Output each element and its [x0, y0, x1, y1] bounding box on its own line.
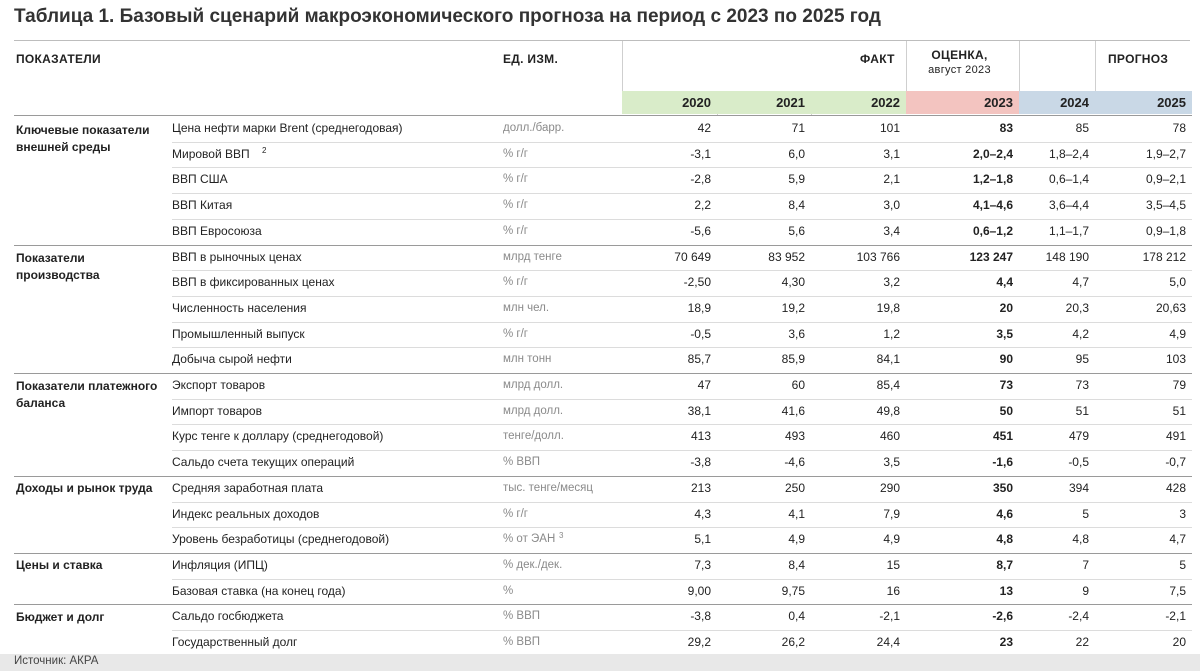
cell-value: 4,7	[1072, 275, 1089, 290]
cell-value: 3,5	[883, 455, 900, 470]
cell-value: 479	[1068, 429, 1089, 444]
cell-value: 3,0	[883, 198, 900, 213]
cell-value: 4,9	[1169, 326, 1186, 341]
cell-value: -4,6	[784, 455, 805, 470]
header-fact: ФАКТ	[860, 52, 895, 66]
row-unit: % г/г	[503, 327, 529, 340]
row-unit: % ВВП	[503, 610, 541, 623]
cell-value: 22	[1075, 635, 1089, 649]
header-indicators: ПОКАЗАТЕЛИ	[16, 52, 101, 66]
cell-value: 26,2	[781, 635, 805, 649]
table-row	[0, 296, 1200, 322]
row-name: Сальдо госбюджета	[172, 609, 284, 624]
row-unit: % дек./дек.	[503, 558, 563, 571]
cell-value: 428	[1165, 480, 1186, 495]
cell-value: 18,9	[687, 300, 711, 315]
header-estimate-label: ОЦЕНКА,	[931, 48, 988, 62]
cell-value: -2,50	[683, 275, 711, 290]
cell-value: 4,8	[1072, 532, 1089, 547]
cell-value: 178 212	[1142, 249, 1186, 264]
cell-value: 1,2–1,8	[972, 172, 1013, 187]
table-row	[0, 553, 1200, 579]
grid-line	[1095, 40, 1096, 92]
row-name: ВВП США	[172, 172, 228, 187]
cell-value: -2,1	[879, 609, 900, 624]
cell-value: 9,75	[781, 583, 805, 598]
group-label: Доходы и рынок труда	[16, 481, 153, 495]
cell-value: 70 649	[674, 249, 711, 264]
year-header: 2022	[811, 91, 906, 114]
cell-value: 20	[1172, 635, 1186, 649]
row-unit: %	[503, 584, 514, 597]
cell-value: 1,1–1,7	[1048, 223, 1089, 238]
row-unit: % г/г	[503, 199, 529, 212]
cell-value: 19,8	[876, 300, 900, 315]
cell-value: 24,4	[876, 635, 900, 649]
cell-value: 7,3	[694, 557, 711, 572]
year-header: 2025	[1095, 91, 1192, 114]
cell-value: 7	[1082, 557, 1089, 572]
table-row	[0, 245, 1200, 271]
cell-value: 4,8	[996, 532, 1013, 547]
row-unit: долл./барр.	[503, 122, 565, 134]
cell-value: 73	[999, 378, 1013, 392]
cell-value: 50	[999, 403, 1013, 418]
row-unit: млрд долл.	[503, 404, 564, 417]
cell-value: 3,5–4,5	[1145, 198, 1186, 213]
cell-value: 78	[1172, 121, 1186, 135]
table-row	[0, 604, 1200, 630]
table-row	[0, 193, 1200, 219]
cell-value: 493	[784, 429, 805, 444]
cell-value: 51	[1172, 403, 1186, 418]
cell-value: 51	[1075, 403, 1089, 418]
row-name: Уровень безработицы (среднегодовой)	[172, 532, 390, 547]
cell-value: 73	[1075, 378, 1089, 392]
year-header: 2023	[906, 91, 1019, 114]
table-row	[0, 476, 1200, 502]
cell-value: 5,9	[788, 172, 805, 187]
cell-value: 7,9	[883, 506, 900, 521]
table-row	[0, 270, 1200, 296]
footer	[0, 654, 1200, 671]
row-unit: % г/г	[503, 507, 529, 520]
row-name: Промышленный выпуск	[172, 326, 305, 341]
cell-value: 4,1	[788, 506, 805, 521]
cell-value: -5,6	[690, 223, 711, 238]
cell-value: 8,4	[788, 198, 805, 213]
cell-value: 413	[690, 429, 711, 444]
cell-value: 16	[886, 583, 900, 598]
cell-value: 103 766	[856, 249, 900, 264]
group-label: Показатели платежного баланса	[16, 379, 158, 410]
cell-value: 9,00	[687, 583, 711, 598]
cell-value: 90	[999, 352, 1013, 367]
cell-value: 42	[697, 121, 711, 135]
cell-value: 7,5	[1169, 583, 1186, 598]
table-row: Мировой ВВП 2 % г/г -3,1 6,0 3,1 2,0–2,4 1,8–2,4 1,9–2,7	[0, 142, 1200, 168]
cell-value: 250	[784, 480, 805, 495]
cell-value: 83	[999, 121, 1013, 135]
cell-value: 101	[879, 121, 900, 135]
table-row	[0, 450, 1200, 476]
cell-value: 85,4	[876, 378, 900, 392]
header-forecast: ПРОГНОЗ	[1108, 52, 1169, 66]
cell-value: 4,2	[1072, 326, 1089, 341]
row-name: ВВП в фиксированных ценах	[172, 275, 335, 290]
cell-value: 95	[1075, 352, 1089, 367]
header-unit: ЕД. ИЗМ.	[503, 52, 559, 66]
cell-value: -0,5	[690, 326, 711, 341]
year-header: 2021	[717, 91, 811, 114]
cell-value: 83 952	[768, 249, 805, 264]
cell-value: 148 190	[1045, 249, 1089, 264]
cell-value: 5,1	[694, 532, 711, 547]
row-unit: % г/г	[503, 147, 529, 160]
cell-value: 0,6–1,2	[972, 223, 1013, 238]
cell-value: 4,6	[996, 506, 1013, 521]
cell-value: 2,2	[694, 198, 711, 213]
cell-value: 15	[886, 557, 900, 572]
row-name: Сальдо счета текущих операций	[172, 455, 355, 470]
cell-value: 5	[1082, 506, 1089, 521]
row-unit: тенге/долл.	[503, 430, 564, 443]
cell-value: 60	[791, 378, 805, 392]
table-row: Уровень безработицы (среднегодовой) % от ЭАН 3 5,1 4,9 4,9 4,8 4,8 4,7	[0, 527, 1200, 553]
cell-value: 3,6–4,4	[1048, 198, 1089, 213]
header-estimate	[904, 48, 1015, 78]
cell-value: 49,8	[876, 403, 900, 418]
cell-value: 1,2	[883, 326, 900, 341]
row-name: ВВП Китая	[172, 198, 233, 213]
cell-value: 84,1	[876, 352, 900, 367]
cell-value: -0,5	[1068, 455, 1089, 470]
cell-value: 4,30	[781, 275, 805, 290]
source-note: Источник: АКРА	[14, 655, 99, 667]
row-name: Добыча сырой нефти	[172, 352, 292, 367]
grid-line	[1019, 40, 1020, 92]
cell-value: 0,9–1,8	[1145, 223, 1186, 238]
row-name: Курс тенге к доллару (среднегодовой)	[172, 429, 384, 444]
cell-value: 3	[1179, 506, 1186, 521]
cell-value: 3,2	[883, 275, 900, 290]
row-name: Индекс реальных доходов	[172, 506, 320, 521]
cell-value: 1,8–2,4	[1048, 146, 1089, 161]
cell-value: 3,1	[883, 146, 900, 161]
cell-value: 5,0	[1169, 275, 1186, 290]
row-unit: % от ЭАН	[503, 533, 556, 546]
row-name: Средняя заработная плата	[172, 480, 324, 495]
cell-value: 103	[1165, 352, 1186, 367]
cell-value: 2,1	[883, 172, 900, 187]
cell-value: 20,3	[1065, 300, 1089, 315]
cell-value: 3,6	[788, 326, 805, 341]
row-unit: % ВВП	[503, 636, 541, 648]
cell-value: 8,4	[788, 557, 805, 572]
table-row	[0, 373, 1200, 399]
cell-value: 8,7	[996, 557, 1013, 572]
cell-value: 29,2	[687, 635, 711, 649]
row-name: Мировой ВВП	[172, 146, 250, 161]
cell-value: 491	[1165, 429, 1186, 444]
cell-value: 290	[879, 480, 900, 495]
cell-value: 0,6–1,4	[1048, 172, 1089, 187]
year-header: 2020	[622, 91, 717, 114]
table-title: Таблица 1. Базовый сценарий макроэкономического прогноза на период с 2023 по 2025 год	[14, 6, 881, 27]
cell-value: 4,9	[788, 532, 805, 547]
cell-value: 3,5	[996, 326, 1013, 341]
row-unit: % г/г	[503, 224, 529, 237]
cell-value: -2,4	[1068, 609, 1089, 624]
cell-value: 0,4	[788, 609, 805, 624]
cell-value: 41,6	[781, 403, 805, 418]
row-name: Численность населения	[172, 300, 307, 315]
cell-value: 394	[1068, 480, 1089, 495]
cell-value: 13	[999, 583, 1013, 598]
cell-value: 213	[690, 480, 711, 495]
cell-value: -1,6	[992, 455, 1013, 470]
cell-value: -2,1	[1165, 609, 1186, 624]
cell-value: 4,3	[694, 506, 711, 521]
table-row	[0, 167, 1200, 193]
row-unit: % г/г	[503, 173, 529, 186]
cell-value: -0,7	[1165, 455, 1186, 470]
cell-value: 4,7	[1169, 532, 1186, 547]
group-label: Ключевые показатели внешней среды	[16, 123, 150, 154]
cell-value: 4,4	[996, 275, 1013, 290]
row-name: Импорт товаров	[172, 403, 262, 418]
table-row	[0, 219, 1200, 245]
row-name: Инфляция (ИПЦ)	[172, 557, 268, 572]
cell-value: 350	[992, 480, 1013, 495]
cell-value: -3,8	[690, 455, 711, 470]
row-unit: % г/г	[503, 276, 529, 289]
grid-line	[906, 40, 907, 92]
cell-value: 1,9–2,7	[1145, 146, 1186, 161]
table-row	[0, 502, 1200, 528]
group-label: Бюджет и долг	[16, 610, 105, 624]
group-label: Цены и ставка	[16, 558, 103, 572]
row-name: ВВП Евросоюза	[172, 223, 262, 238]
table-row	[0, 424, 1200, 450]
cell-value: 6,0	[788, 146, 805, 161]
table-row	[0, 347, 1200, 373]
row-unit: млрд тенге	[503, 250, 562, 263]
table-row	[0, 322, 1200, 348]
row-unit: млн тонн	[503, 353, 552, 366]
row-name: Экспорт товаров	[172, 378, 266, 392]
row-name: Цена нефти марки Brent (среднегодовая)	[172, 121, 403, 135]
cell-value: 38,1	[687, 403, 711, 418]
cell-value: 47	[697, 378, 711, 392]
cell-value: 85	[1075, 121, 1089, 135]
row-unit: млн чел.	[503, 301, 550, 314]
cell-value: 460	[879, 429, 900, 444]
cell-value: 0,9–2,1	[1145, 172, 1186, 187]
cell-value: 19,2	[781, 300, 805, 315]
table-row	[0, 579, 1200, 605]
row-unit: млрд долл.	[503, 379, 564, 391]
cell-value: 2,0–2,4	[972, 146, 1013, 161]
header-estimate-sub: август 2023	[928, 64, 991, 76]
row-name: Базовая ставка (на конец года)	[172, 583, 346, 598]
row-name: Государственный долг	[172, 635, 298, 649]
cell-value: 5	[1179, 557, 1186, 572]
cell-value: -3,1	[690, 146, 711, 161]
cell-value: 20,63	[1155, 300, 1186, 315]
table-row	[0, 399, 1200, 425]
cell-value: 4,9	[883, 532, 900, 547]
row-unit: % ВВП	[503, 456, 541, 469]
year-header: 2024	[1019, 91, 1095, 114]
table-row	[0, 630, 1200, 656]
cell-value: 3,4	[883, 223, 900, 238]
grid-line	[622, 40, 623, 92]
cell-value: 71	[791, 121, 805, 135]
cell-value: 23	[999, 635, 1013, 649]
cell-value: 79	[1172, 378, 1186, 392]
cell-value: 85,7	[687, 352, 711, 367]
row-unit: тыс. тенге/месяц	[503, 481, 593, 494]
cell-value: 123 247	[969, 249, 1013, 264]
cell-value: 451	[992, 429, 1013, 444]
group-label: Показатели производства	[16, 251, 100, 282]
cell-value: 9	[1082, 583, 1089, 598]
cell-value: 5,6	[788, 223, 805, 238]
cell-value: -2,6	[992, 609, 1013, 624]
table-row	[0, 116, 1200, 142]
cell-value: -3,8	[690, 609, 711, 624]
cell-value: -2,8	[690, 172, 711, 187]
cell-value: 4,1–4,6	[972, 198, 1013, 213]
cell-value: 85,9	[781, 352, 805, 367]
row-name: ВВП в рыночных ценах	[172, 249, 302, 264]
grid-line	[14, 40, 1190, 41]
cell-value: 20	[999, 300, 1013, 315]
